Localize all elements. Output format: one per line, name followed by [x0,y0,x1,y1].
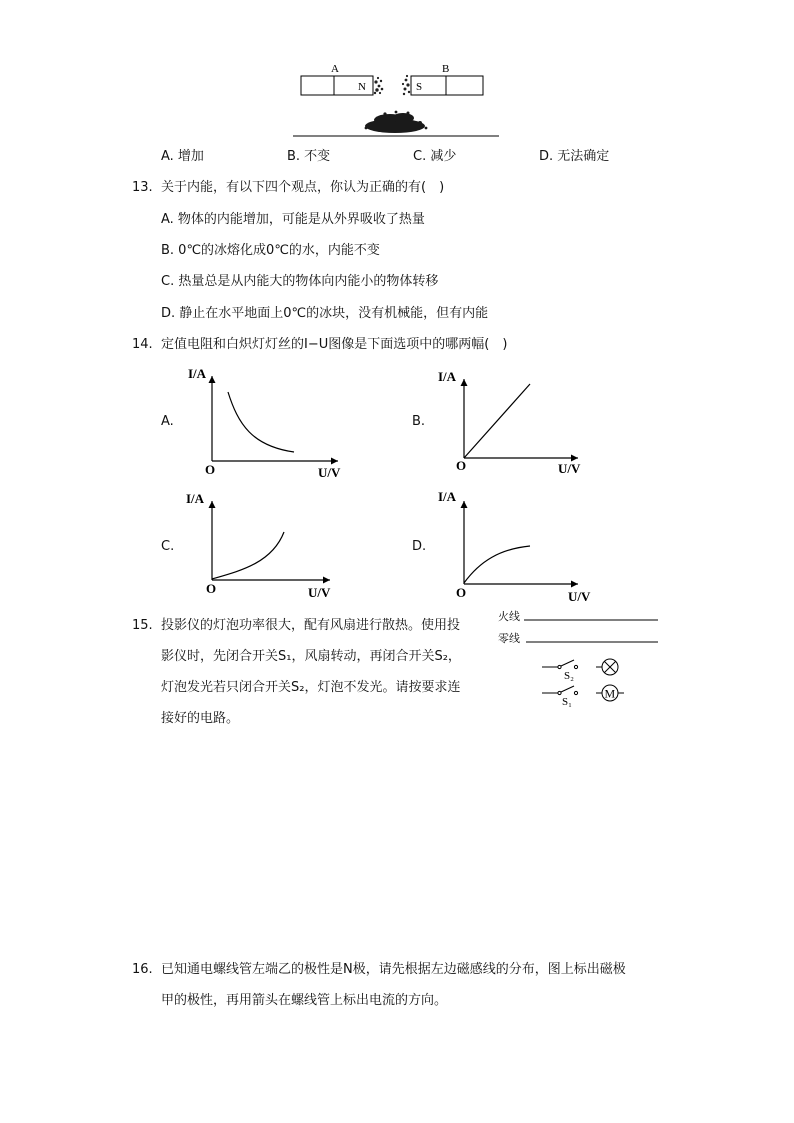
q15-number: 15. [132,618,153,633]
graph-b-origin: O [456,458,467,473]
circuit-diagram [496,608,666,708]
q16-number: 16. [132,962,153,977]
label-s: S [416,81,423,93]
q16-line-2: 甲的极性，再用箭头在螺线管上标出电流的方向。 [161,993,448,1008]
graph-b-xlabel: U/V [558,461,581,476]
iron-filings-right [402,75,410,95]
q15-text [161,610,461,734]
q14-stem: 定值电阻和白炽灯灯丝的I−U图像是下面选项中的哪两幅( ) [161,337,508,352]
graph-c-ylabel: I/A [186,491,205,506]
magnet-figure [290,60,505,142]
graph-a-origin: O [205,462,216,477]
graph-d-origin: O [456,585,467,600]
q13-option-c[interactable]: C. 热量总是从内能大的物体向内能小的物体转移 [161,274,439,289]
q15-line-3: 灯泡发光若只闭合开关S₂，灯泡不发光。请按要求连 [161,680,461,695]
q13-option-b[interactable]: B. 0℃的冰熔化成0℃的水，内能不变 [161,243,380,258]
graph-b [432,365,592,485]
switch-s2-label: S₂ [564,670,574,682]
graph-c [180,487,350,607]
graph-a-curve [228,392,294,452]
graph-a-xlabel: U/V [318,465,341,480]
graph-d [432,487,592,607]
graph-d-curve [464,546,530,583]
graph-c-xlabel: U/V [308,585,331,600]
graph-c-origin: O [206,581,217,596]
graph-b-letter[interactable]: B. [412,414,426,429]
graph-a-ylabel: I/A [188,366,207,381]
iron-filings-pile [365,111,428,133]
graph-a-letter[interactable]: A. [161,414,174,429]
graph-b-line [464,384,530,458]
q16-line-1: 已知通电螺线管左端乙的极性是N极，请先根据左边磁感线的分布，图上标出磁极 [161,962,626,977]
switch-s1-label: S₁ [562,696,572,708]
neutral-wire-label: 零线 [498,632,520,645]
q12-option-c[interactable]: C. 减少 [413,149,457,164]
q13-option-d[interactable]: D. 静止在水平地面上0℃的冰块，没有机械能，但有内能 [161,306,489,321]
q15-line-1: 投影仪的灯泡功率很大，配有风扇进行散热。使用投 [161,618,461,633]
q15-line-2: 影仪时，先闭合开关S₁，风扇转动，再闭合开关S₂， [161,649,461,664]
switch-s1-symbol [542,686,578,695]
motor-label: M [604,686,616,701]
q13-stem: 关于内能，有以下四个观点，你认为正确的有( ) [161,180,445,195]
q12-option-d[interactable]: D. 无法确定 [539,149,610,164]
iron-filings-left [374,77,384,94]
q12-option-b[interactable]: B. 不变 [287,149,331,164]
label-a: A [331,63,339,75]
q13-number: 13. [132,180,153,195]
q16-text [161,954,626,1016]
label-n: N [358,81,366,93]
q15-line-4: 接好的电路。 [161,711,240,726]
graph-c-curve [212,532,284,579]
live-wire-label: 火线 [498,610,520,623]
graph-c-letter[interactable]: C. [161,539,175,554]
label-b: B [442,63,450,75]
switch-s2-symbol [542,660,578,669]
lamp-symbol [596,659,618,675]
q12-option-a[interactable]: A. 增加 [161,149,204,164]
graph-d-xlabel: U/V [568,589,591,604]
graph-d-letter[interactable]: D. [412,539,427,554]
graph-a [180,362,350,482]
magnet-diagram [290,60,505,142]
q14-number: 14. [132,337,153,352]
motor-symbol [596,685,624,701]
graph-d-ylabel: I/A [438,489,457,504]
graph-b-ylabel: I/A [438,369,457,384]
q13-option-a[interactable]: A. 物体的内能增加，可能是从外界吸收了热量 [161,212,425,227]
